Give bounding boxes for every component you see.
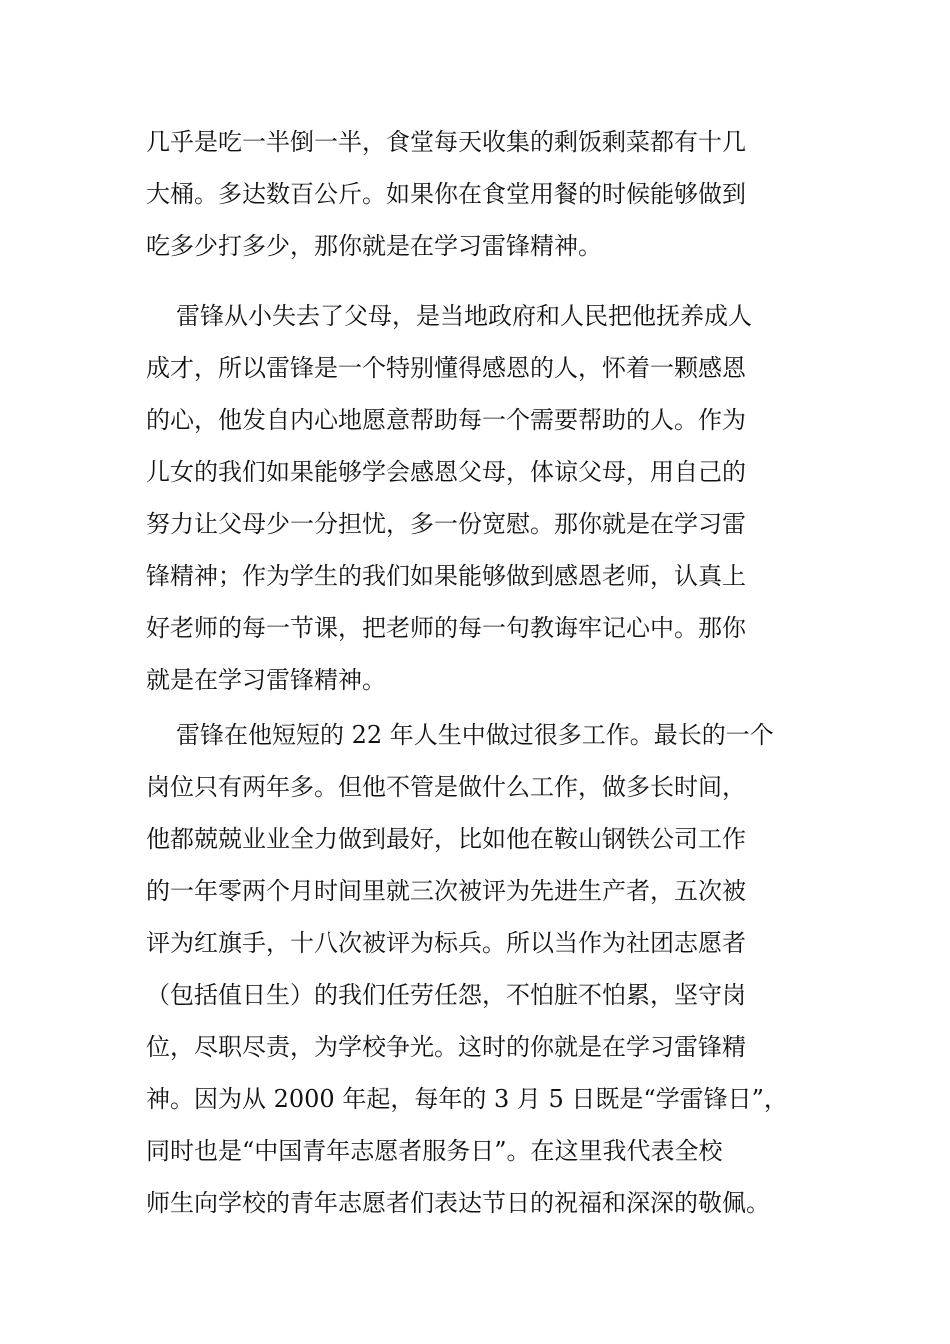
paragraph-line: 好老师的每一节课，把老师的每一句教诲牢记心中。那你	[146, 614, 746, 642]
paragraph-line: 大桶。多达数百公斤。如果你在食堂用餐的时候能够做到	[146, 180, 746, 208]
paragraph-line: 神。因为从 2000 年起，每年的 3 月 5 日既是“学雷锋日”，	[146, 1085, 788, 1113]
paragraph-line: 吃多少打多少，那你就是在学习雷锋精神。	[146, 232, 602, 260]
paragraph-line: （包括值日生）的我们任劳任怨，不怕脏不怕累，坚守岗	[146, 981, 746, 1009]
paragraph-line: 位，尽职尽责，为学校争光。这时的你就是在学习雷锋精	[146, 1033, 746, 1061]
paragraph-line: 成才，所以雷锋是一个特别懂得感恩的人，怀着一颗感恩	[146, 354, 746, 382]
paragraph-line: 师生向学校的青年志愿者们表达节日的祝福和深深的敬佩。	[146, 1189, 770, 1217]
paragraph-line: 雷锋在他短短的 22 年人生中做过很多工作。最长的一个	[176, 721, 774, 749]
paragraph-line: 评为红旗手，十八次被评为标兵。所以当作为社团志愿者	[146, 929, 746, 957]
paragraph-line: 岗位只有两年多。但他不管是做什么工作，做多长时间，	[146, 773, 746, 801]
paragraph-line: 的心，他发自内心地愿意帮助每一个需要帮助的人。作为	[146, 406, 746, 434]
paragraph-1	[146, 116, 811, 272]
paragraph-2	[146, 290, 811, 706]
paragraph-3	[146, 709, 811, 1229]
paragraph-line: 的一年零两个月时间里就三次被评为先进生产者，五次被	[146, 877, 746, 905]
paragraph-line: 几乎是吃一半倒一半，食堂每天收集的剩饭剩菜都有十几	[146, 128, 746, 156]
paragraph-line: 就是在学习雷锋精神。	[146, 666, 386, 694]
paragraph-line: 锋精神；作为学生的我们如果能够做到感恩老师，认真上	[146, 562, 746, 590]
paragraph-line: 努力让父母少一分担忧，多一份宽慰。那你就是在学习雷	[146, 510, 746, 538]
paragraph-line: 同时也是“中国青年志愿者服务日”。在这里我代表全校	[146, 1137, 723, 1165]
paragraph-line: 雷锋从小失去了父母，是当地政府和人民把他抚养成人	[176, 302, 752, 330]
paragraph-line: 他都兢兢业业全力做到最好，比如他在鞍山钢铁公司工作	[146, 825, 746, 853]
paragraph-line: 儿女的我们如果能够学会感恩父母，体谅父母，用自己的	[146, 458, 746, 486]
